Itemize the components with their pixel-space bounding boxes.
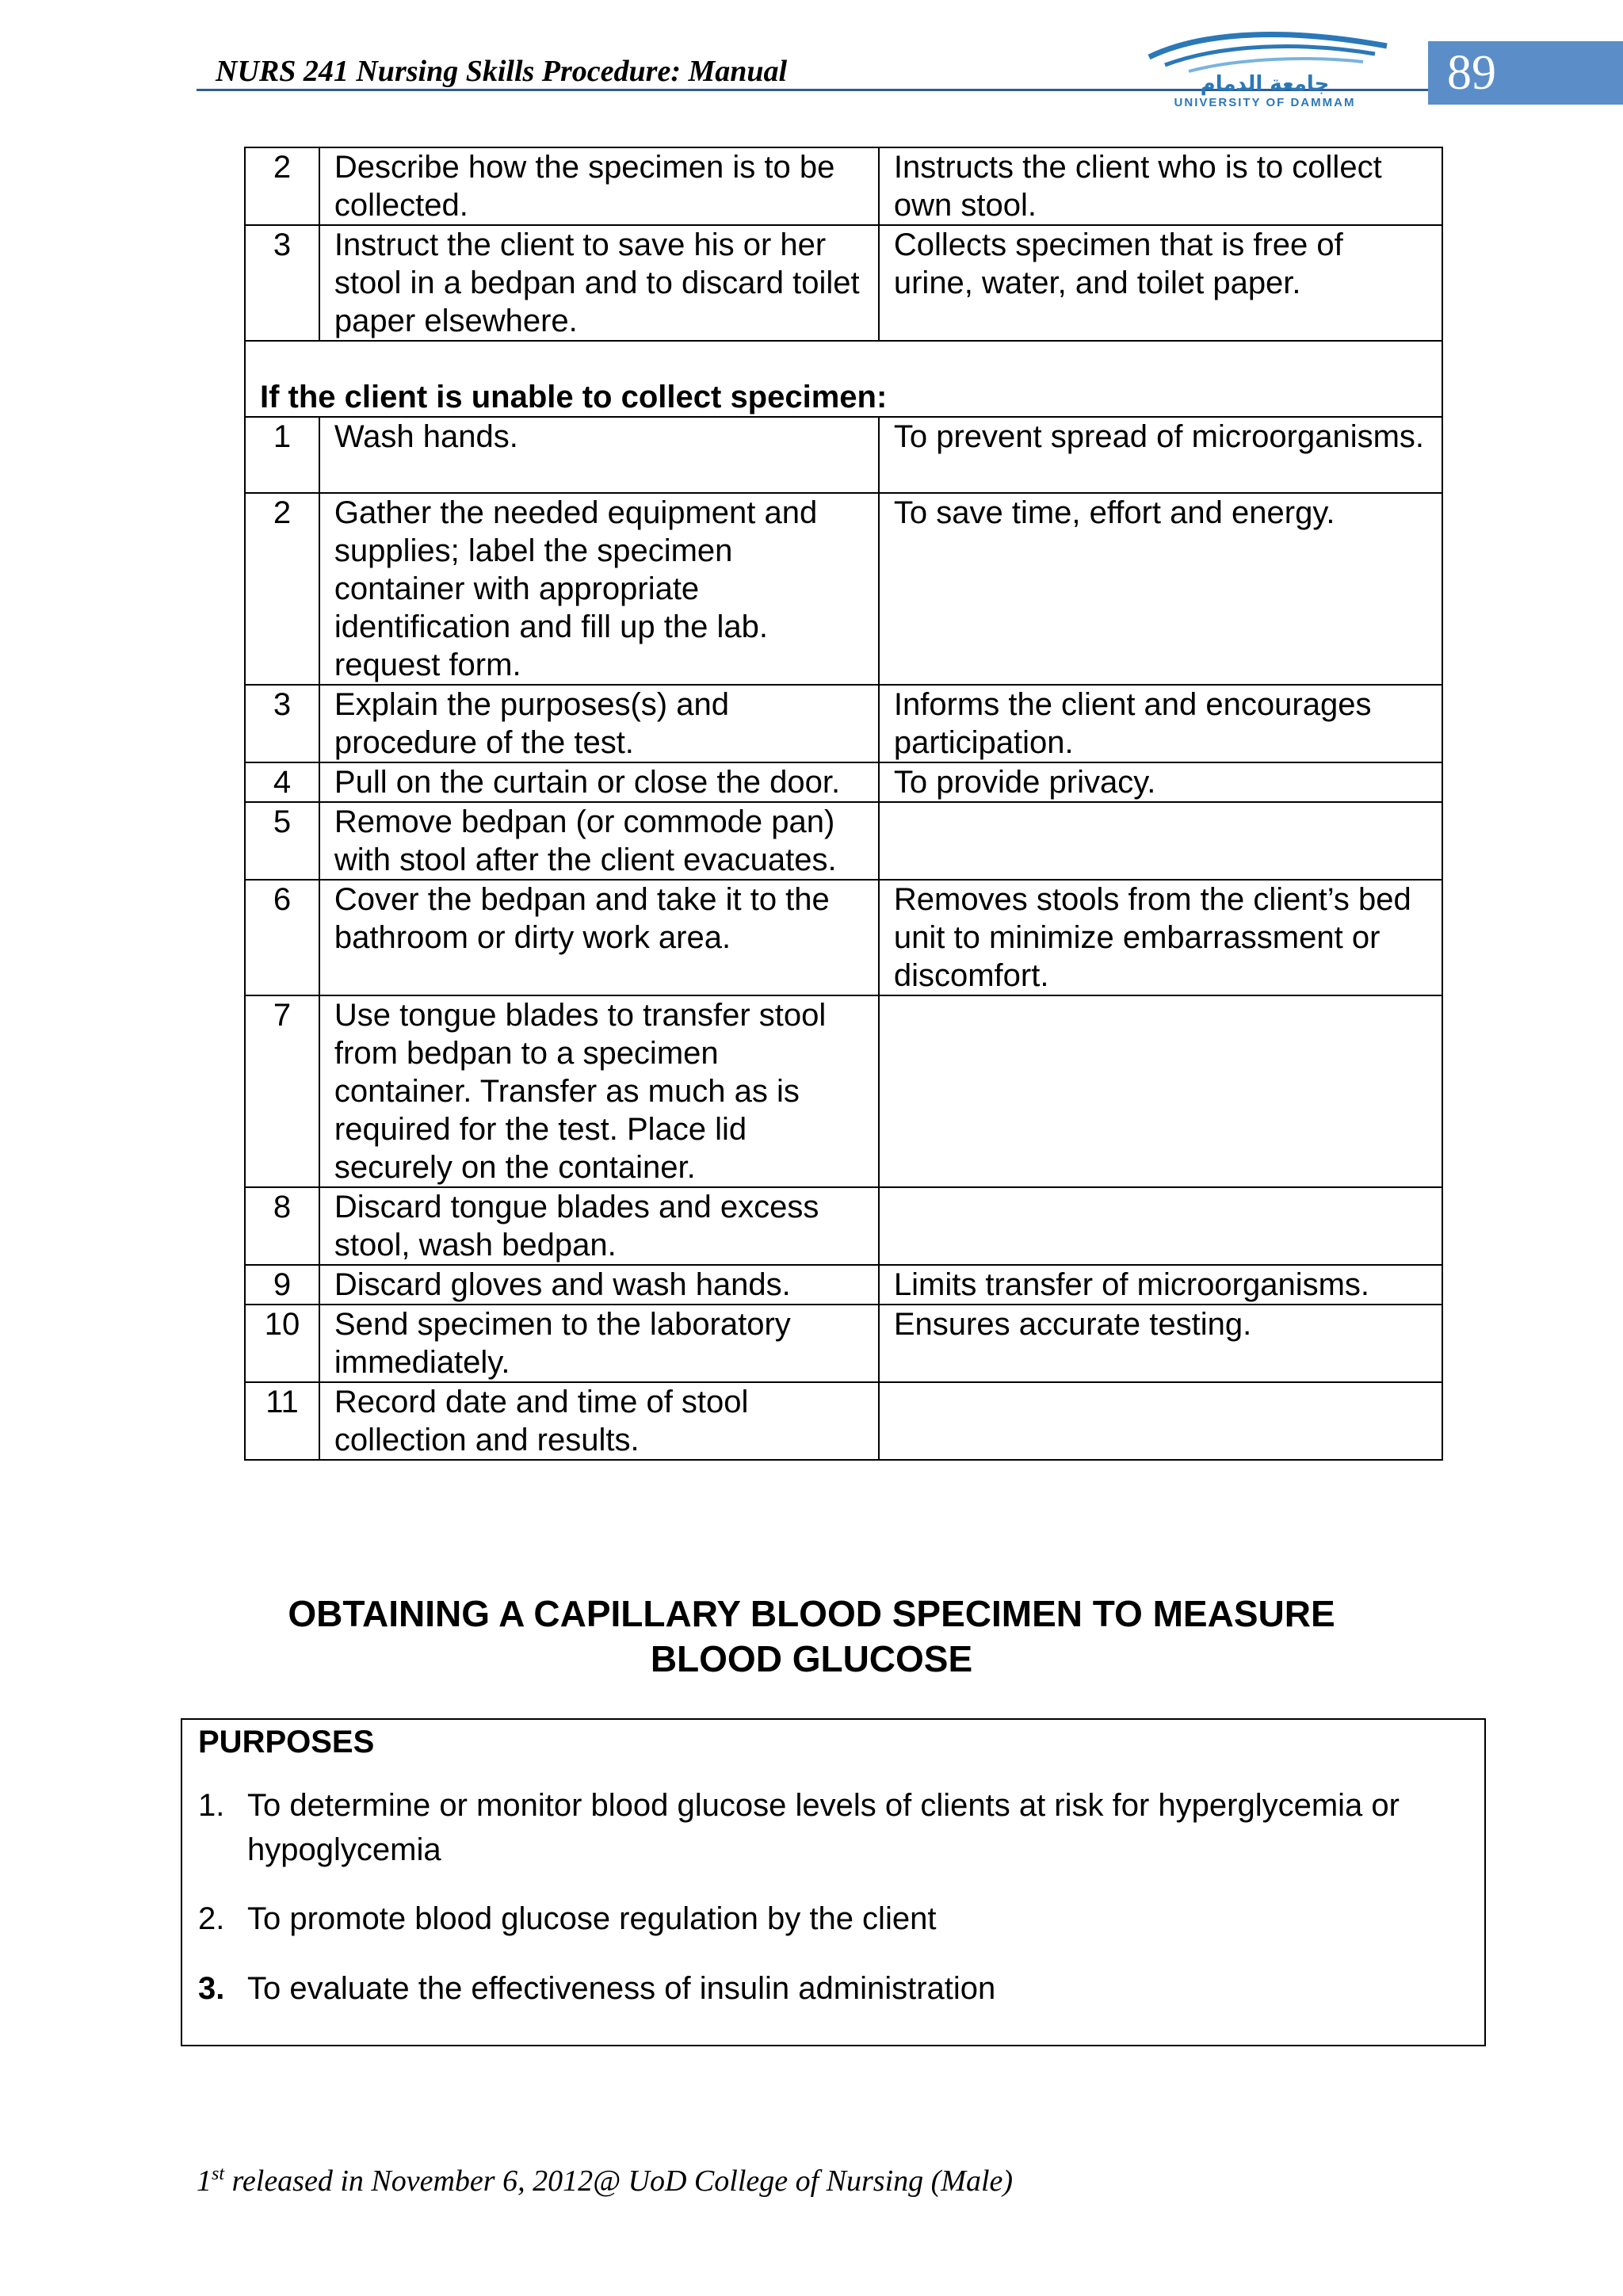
table-row [245, 147, 1442, 225]
release-footer [197, 2164, 1013, 2199]
table-row [245, 493, 1442, 685]
step-number: 7 [245, 995, 319, 1187]
list-item-number: 1. [198, 1788, 225, 1823]
table-row [245, 762, 1442, 802]
step-number: 3 [245, 225, 319, 341]
logo-arabic-text: جامعة الدمام [1200, 72, 1330, 96]
step-number: 3 [245, 685, 319, 762]
list-item [198, 1783, 1466, 1872]
step-number: 1 [245, 417, 319, 493]
step-action: Wash hands. [319, 417, 879, 493]
step-rationale [879, 995, 1442, 1187]
step-action: Use tongue blades to transfer stool from bedpan to a specimen container. Transfer as much as is required for the test. Place lid securely on the container. [319, 995, 879, 1187]
table-row [245, 880, 1442, 995]
step-action: Record date and time of stool collection and results. [319, 1382, 879, 1460]
step-rationale [879, 1187, 1442, 1265]
step-action: Cover the bedpan and take it to the bathroom or dirty work area. [319, 880, 879, 995]
list-item-number: 3. [198, 1971, 225, 2006]
step-rationale: Collects specimen that is free of urine, water, and toilet paper. [879, 225, 1442, 341]
list-item-text: To promote blood glucose regulation by the client [247, 1901, 937, 1936]
university-logo-icon [1133, 24, 1395, 111]
purposes-heading: PURPOSES [198, 1725, 375, 1759]
footer-ordinal-suffix: st [212, 2164, 225, 2184]
table-row [245, 225, 1442, 341]
step-number: 10 [245, 1305, 319, 1382]
table-row [245, 1305, 1442, 1382]
page-number: 89 [1428, 41, 1623, 105]
step-action: Pull on the curtain or close the door. [319, 762, 879, 802]
step-rationale: To save time, effort and energy. [879, 493, 1442, 685]
table-row [245, 417, 1442, 493]
step-number: 2 [245, 147, 319, 225]
section-title-line-2: BLOOD GLUCOSE [650, 1638, 973, 1679]
purposes-box [181, 1718, 1486, 2046]
step-rationale: Ensures accurate testing. [879, 1305, 1442, 1382]
list-item-text: To evaluate the effectiveness of insulin administration [247, 1971, 996, 2006]
step-action: Describe how the specimen is to be collected. [319, 147, 879, 225]
step-rationale: To prevent spread of microorganisms. [879, 417, 1442, 493]
step-rationale: Informs the client and encourages participation. [879, 685, 1442, 762]
section-title [174, 1591, 1449, 1682]
step-action: Discard gloves and wash hands. [319, 1265, 879, 1305]
list-item-number: 2. [198, 1901, 225, 1936]
list-item-text: To determine or monitor blood glucose levels of clients at risk for hyperglycemia or hypoglycemia [247, 1788, 1400, 1867]
step-action: Instruct the client to save his or her stool in a bedpan and to discard toilet paper elsewhere. [319, 225, 879, 341]
section-row [245, 341, 1442, 417]
table-row [245, 1187, 1442, 1265]
table-row [245, 1382, 1442, 1460]
table-row [245, 995, 1442, 1187]
university-logo [1133, 24, 1395, 111]
step-rationale: Limits transfer of microorganisms. [879, 1265, 1442, 1305]
step-number: 9 [245, 1265, 319, 1305]
list-item [198, 1897, 1466, 1941]
step-action: Send specimen to the laboratory immediately. [319, 1305, 879, 1382]
steps-table [244, 147, 1443, 1461]
table-row [245, 802, 1442, 880]
step-number: 4 [245, 762, 319, 802]
step-action: Explain the purposes(s) and procedure of the test. [319, 685, 879, 762]
section-title-line-1: OBTAINING A CAPILLARY BLOOD SPECIMEN TO MEASURE [288, 1593, 1335, 1634]
table-row [245, 1265, 1442, 1305]
step-number: 5 [245, 802, 319, 880]
step-action: Gather the needed equipment and supplies; label the specimen container with appropriate identification and fill up the lab. request form. [319, 493, 879, 685]
step-number: 6 [245, 880, 319, 995]
step-action: Remove bedpan (or commode pan) with stool after the client evacuates. [319, 802, 879, 880]
section-heading: If the client is unable to collect specimen: [245, 341, 1442, 417]
step-rationale [879, 1382, 1442, 1460]
logo-english-text: UNIVERSITY OF DAMMAM [1174, 96, 1356, 109]
list-item [198, 1966, 1466, 2011]
step-rationale: To provide privacy. [879, 762, 1442, 802]
step-rationale: Instructs the client who is to collect own stool. [879, 147, 1442, 225]
footer-ordinal-number: 1 [197, 2164, 212, 2198]
table-row [245, 685, 1442, 762]
step-rationale: Removes stools from the client’s bed unit to minimize embarrassment or discomfort. [879, 880, 1442, 995]
step-number: 8 [245, 1187, 319, 1265]
step-rationale [879, 802, 1442, 880]
step-number: 2 [245, 493, 319, 685]
manual-title: NURS 241 Nursing Skills Procedure: Manual [216, 55, 788, 88]
step-action: Discard tongue blades and excess stool, wash bedpan. [319, 1187, 879, 1265]
step-number: 11 [245, 1382, 319, 1460]
footer-text: released in November 6, 2012@ UoD College of Nursing (Male) [224, 2164, 1014, 2198]
